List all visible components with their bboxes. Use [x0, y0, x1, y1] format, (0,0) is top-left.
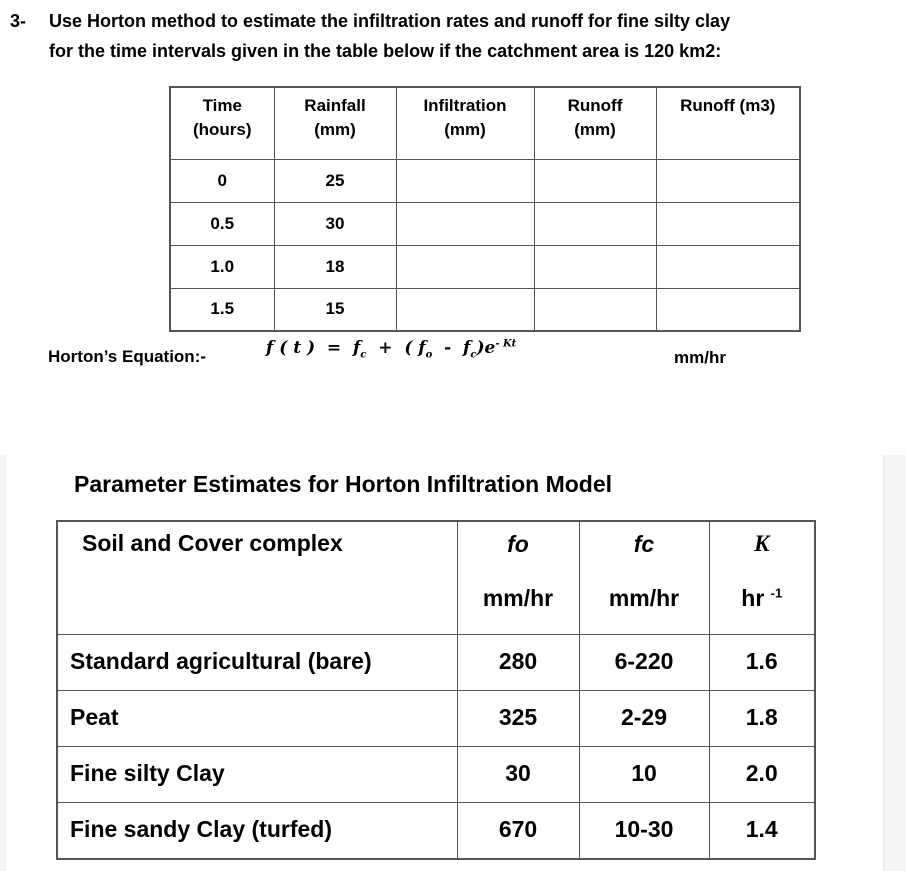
cell-soil: Fine silty Clay: [57, 747, 457, 803]
table-row: [57, 747, 815, 803]
cell-rainfall: 25: [274, 159, 396, 202]
cell-rainfall: 15: [274, 288, 396, 331]
header-fc-unit: mm/hr: [608, 585, 680, 611]
header-fo-unit: mm/hr: [482, 585, 554, 611]
cell-runoff-mm: [534, 159, 656, 202]
header-rainfall-line2: (mm): [314, 120, 356, 139]
table-row: [170, 288, 800, 331]
cell-time: 0: [170, 159, 274, 202]
header-runoff-m3-line1: Runoff (m3): [680, 96, 776, 115]
table-row: [170, 202, 800, 245]
header-k-unit-wrap: [741, 585, 782, 612]
cell-fo: 30: [457, 747, 579, 803]
cell-infiltration: [396, 202, 534, 245]
cell-runoff-m3: [656, 245, 800, 288]
question-text-line2: for the time intervals given in the table below if the catchment area is 120 km2:: [49, 41, 722, 61]
page-edge-left: [0, 455, 6, 871]
eq-exponent: - Kt: [495, 338, 517, 350]
header-runoff-mm-line2: (mm): [574, 120, 616, 139]
cell-runoff-mm: [534, 202, 656, 245]
header-k: [709, 521, 815, 635]
cell-time: 1.5: [170, 288, 274, 331]
parameter-table: [56, 520, 816, 860]
eq-lhs: f ( t ): [266, 338, 316, 358]
header-k-symbol: K: [754, 531, 770, 556]
eq-paren-close: ): [476, 338, 485, 358]
header-soil: [57, 521, 457, 635]
header-time-line2: (hours): [192, 120, 252, 139]
horton-unit: mm/hr: [674, 348, 726, 367]
cell-infiltration: [396, 288, 534, 331]
eq-paren-open: (: [404, 338, 413, 358]
header-fo-symbol: fo: [507, 531, 529, 557]
header-runoff-mm: [534, 87, 656, 159]
header-fo: [457, 521, 579, 635]
question-number: 3-: [10, 11, 27, 31]
cell-time: 1.0: [170, 245, 274, 288]
table-row: [57, 635, 815, 691]
cell-fo: 280: [457, 635, 579, 691]
cell-rainfall: 30: [274, 202, 396, 245]
eq-fo-sub: o: [425, 349, 433, 361]
cell-soil: Standard agricultural (bare): [57, 635, 457, 691]
parameter-header-row: [57, 521, 815, 635]
table-row: [170, 159, 800, 202]
question-text-line1: Use Horton method to estimate the infiltration rates and runoff for fine silty clay: [49, 11, 731, 31]
cell-runoff-m3: [656, 202, 800, 245]
header-infiltration: [396, 87, 534, 159]
eq-plus: +: [378, 338, 393, 358]
cell-soil: Fine sandy Clay (turfed): [57, 803, 457, 859]
cell-runoff-m3: [656, 159, 800, 202]
page-edge-right: [883, 455, 906, 871]
data-table-header-row: [170, 87, 800, 159]
cell-time: 0.5: [170, 202, 274, 245]
cell-fc: 10-30: [579, 803, 709, 859]
cell-k: 1.8: [709, 691, 815, 747]
eq-fc-sub: c: [360, 349, 367, 361]
table-row: [170, 245, 800, 288]
header-runoff-m3: [656, 87, 800, 159]
cell-infiltration: [396, 245, 534, 288]
cell-k: 1.6: [709, 635, 815, 691]
header-time: [170, 87, 274, 159]
horton-equation-label: Horton’s Equation:-: [48, 347, 207, 366]
eq-minus: -: [444, 338, 452, 358]
cell-fo: 670: [457, 803, 579, 859]
parameter-table-title: Parameter Estimates for Horton Infiltration Model: [74, 471, 613, 497]
eq-equals: =: [326, 338, 342, 358]
eq-fc2-sub: c: [470, 349, 477, 361]
header-fc-symbol: fc: [633, 531, 655, 557]
cell-runoff-mm: [534, 245, 656, 288]
cell-soil: Peat: [57, 691, 457, 747]
eq-fc2: f: [463, 338, 471, 358]
horton-equation: [266, 338, 516, 360]
eq-fc: f: [352, 338, 361, 358]
header-infiltration-line2: (mm): [444, 120, 486, 139]
eq-e: e: [484, 338, 496, 358]
header-time-line1: Time: [202, 96, 242, 115]
cell-runoff-m3: [656, 288, 800, 331]
header-runoff-mm-line1: Runoff: [567, 96, 623, 115]
cell-fo: 325: [457, 691, 579, 747]
cell-runoff-mm: [534, 288, 656, 331]
header-rainfall: [274, 87, 396, 159]
rainfall-data-table: [169, 86, 801, 332]
cell-k: 1.4: [709, 803, 815, 859]
header-k-unit-exp: -1: [770, 585, 783, 601]
cell-infiltration: [396, 159, 534, 202]
header-fc: [579, 521, 709, 635]
header-rainfall-line1: Rainfall: [304, 96, 366, 115]
table-row: [57, 691, 815, 747]
cell-fc: 6-220: [579, 635, 709, 691]
eq-fo: f: [418, 338, 426, 358]
header-k-unit: hr: [741, 585, 765, 611]
cell-fc: 2-29: [579, 691, 709, 747]
header-soil-label: Soil and Cover complex: [82, 530, 343, 556]
cell-k: 2.0: [709, 747, 815, 803]
cell-rainfall: 18: [274, 245, 396, 288]
table-row: [57, 803, 815, 859]
cell-fc: 10: [579, 747, 709, 803]
header-infiltration-line1: Infiltration: [423, 96, 507, 115]
